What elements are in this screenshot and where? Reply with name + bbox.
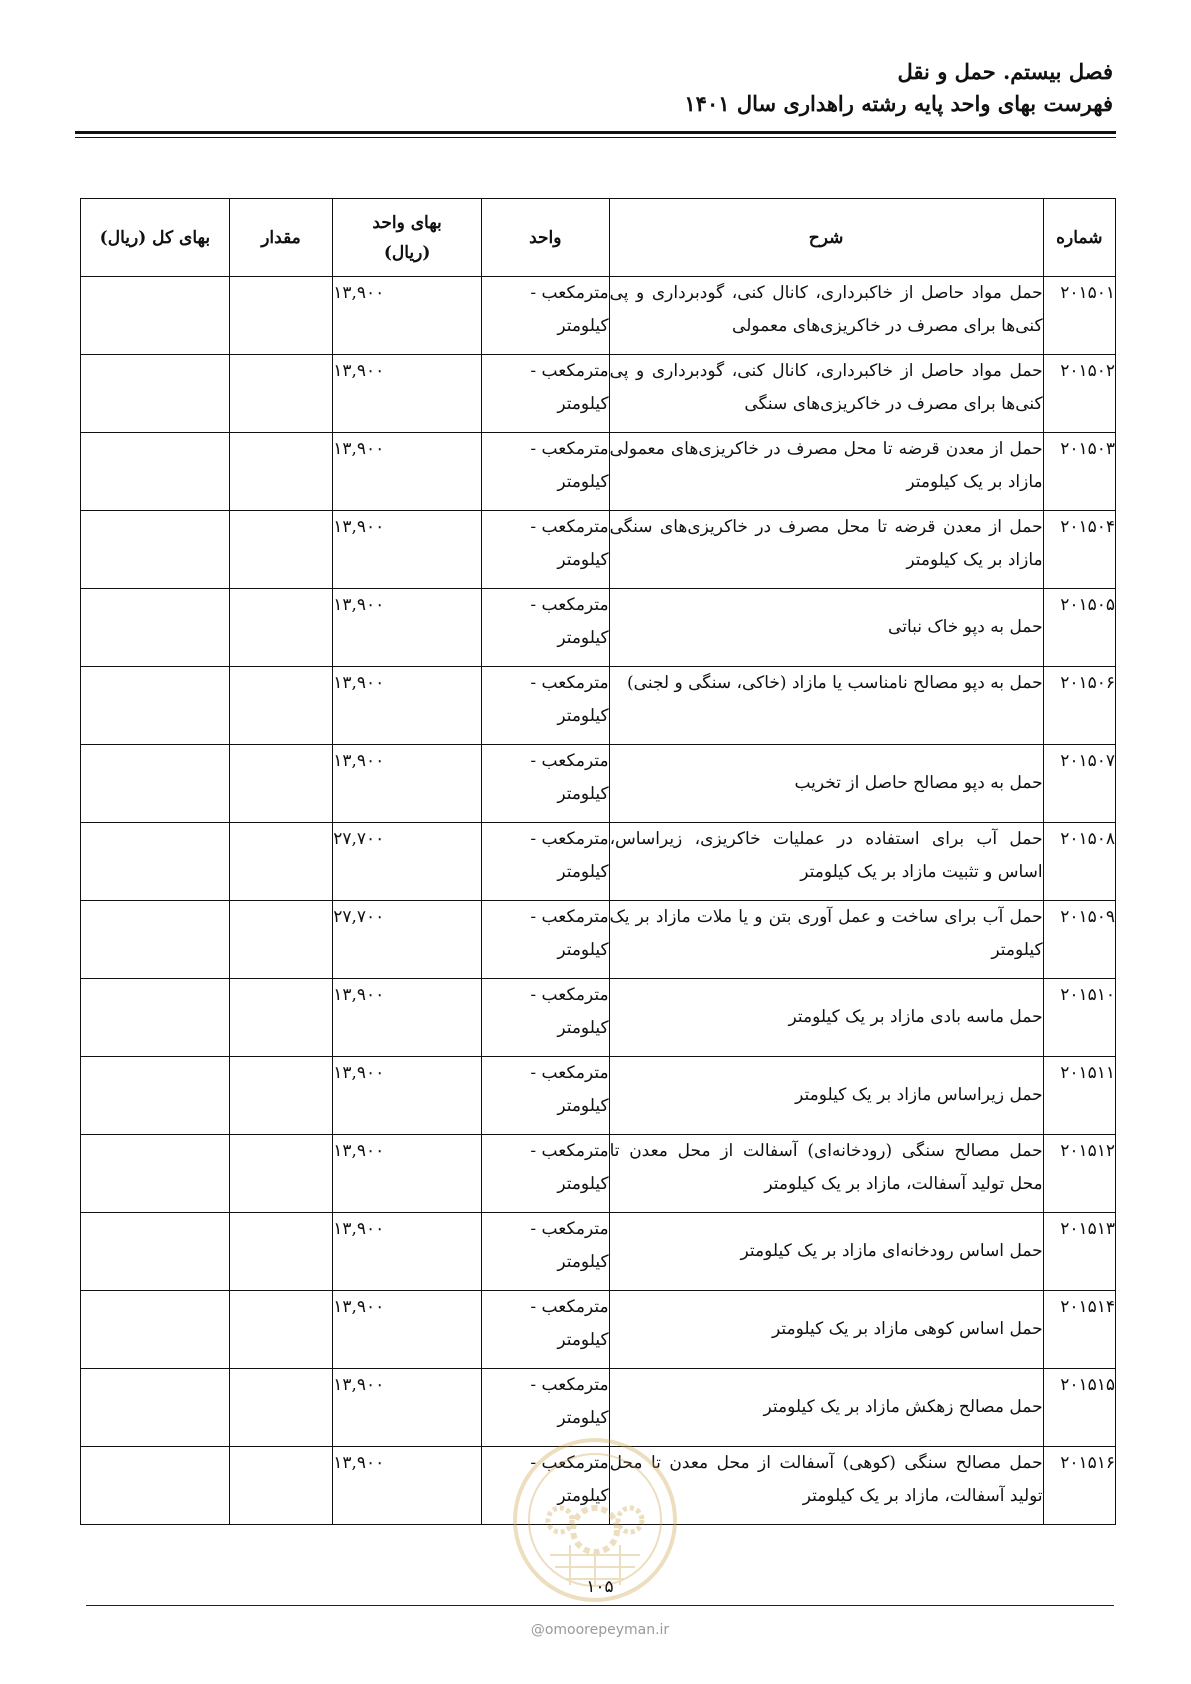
item-quantity [229, 667, 332, 745]
item-total-price [81, 589, 230, 667]
item-number: ۲۰۱۵۱۶ [1043, 1447, 1115, 1525]
item-unit-line1: مترمکعب - [530, 751, 609, 771]
item-unit-line2: کیلومتر [557, 550, 609, 570]
item-description: حمل مواد حاصل از خاکبرداری، کانال کنی، گودبرداری و پی کنی‌ها برای مصرف در خاکریزی‌های معمولی [609, 277, 1043, 355]
item-total-price [81, 901, 230, 979]
item-unit [481, 1213, 609, 1291]
table-row [81, 589, 1116, 667]
item-unit-price: ۱۳,۹۰۰ [333, 1135, 482, 1213]
item-total-price [81, 823, 230, 901]
item-unit-line1: مترمکعب - [530, 1375, 609, 1395]
item-unit-line1: مترمکعب - [530, 985, 609, 1005]
header-number: شماره [1043, 199, 1115, 277]
item-total-price [81, 1291, 230, 1369]
item-unit-line2: کیلومتر [557, 1408, 609, 1428]
item-unit-price: ۱۳,۹۰۰ [333, 511, 482, 589]
item-quantity [229, 1291, 332, 1369]
item-unit-line2: کیلومتر [557, 628, 609, 648]
table-row [81, 511, 1116, 589]
item-total-price [81, 667, 230, 745]
item-unit-price: ۱۳,۹۰۰ [333, 667, 482, 745]
item-unit-line2: کیلومتر [557, 394, 609, 414]
item-number: ۲۰۱۵۰۱ [1043, 277, 1115, 355]
table-row [81, 1213, 1116, 1291]
item-description: حمل زیراساس مازاد بر یک کیلومتر [609, 1057, 1043, 1135]
item-unit-line1: مترمکعب - [530, 1453, 609, 1473]
item-total-price [81, 433, 230, 511]
item-unit-line2: کیلومتر [557, 784, 609, 804]
item-unit [481, 745, 609, 823]
item-unit [481, 667, 609, 745]
item-number: ۲۰۱۵۰۲ [1043, 355, 1115, 433]
item-unit-line1: مترمکعب - [530, 361, 609, 381]
chapter-title: فصل بیستم. حمل و نقل [897, 59, 1113, 84]
item-number: ۲۰۱۵۱۵ [1043, 1369, 1115, 1447]
item-quantity [229, 1135, 332, 1213]
item-unit-price: ۱۳,۹۰۰ [333, 1291, 482, 1369]
item-unit-line1: مترمکعب - [530, 1063, 609, 1083]
item-quantity [229, 1369, 332, 1447]
item-description: حمل اساس کوهی مازاد بر یک کیلومتر [609, 1291, 1043, 1369]
item-quantity [229, 1057, 332, 1135]
item-unit-line2: کیلومتر [557, 1096, 609, 1116]
table-row [81, 355, 1116, 433]
item-unit [481, 277, 609, 355]
item-number: ۲۰۱۵۰۷ [1043, 745, 1115, 823]
item-description: حمل به دپو مصالح حاصل از تخریب [609, 745, 1043, 823]
item-unit-line1: مترمکعب - [530, 1141, 609, 1161]
item-description: حمل مصالح سنگی (رودخانه‌ای) آسفالت از محل معدن تا محل تولید آسفالت، مازاد بر یک کیلومتر [609, 1135, 1043, 1213]
item-unit-line1: مترمکعب - [530, 673, 609, 693]
item-unit [481, 1291, 609, 1369]
header-quantity: مقدار [229, 199, 332, 277]
item-unit-line2: کیلومتر [557, 1486, 609, 1506]
item-unit [481, 589, 609, 667]
item-quantity [229, 589, 332, 667]
item-number: ۲۰۱۵۰۵ [1043, 589, 1115, 667]
item-unit-line2: کیلومتر [557, 862, 609, 882]
item-unit-line1: مترمکعب - [530, 1219, 609, 1239]
header-unit-price-label: بهای واحد [372, 212, 442, 233]
item-number: ۲۰۱۵۱۴ [1043, 1291, 1115, 1369]
item-quantity [229, 979, 332, 1057]
item-description: حمل به دپو خاک نباتی [609, 589, 1043, 667]
item-unit-price: ۱۳,۹۰۰ [333, 355, 482, 433]
item-total-price [81, 979, 230, 1057]
item-unit-line1: مترمکعب - [530, 595, 609, 615]
table-row [81, 1057, 1116, 1135]
header-unit: واحد [481, 199, 609, 277]
item-description: حمل از معدن قرضه تا محل مصرف در خاکریزی‌های معمولی مازاد بر یک کیلومتر [609, 433, 1043, 511]
item-unit-line2: کیلومتر [557, 706, 609, 726]
item-unit-line1: مترمکعب - [530, 517, 609, 537]
item-total-price [81, 277, 230, 355]
item-unit [481, 511, 609, 589]
item-number: ۲۰۱۵۱۳ [1043, 1213, 1115, 1291]
item-description: حمل مواد حاصل از خاکبرداری، کانال کنی، گودبرداری و پی کنی‌ها برای مصرف در خاکریزی‌های سنگی [609, 355, 1043, 433]
item-description: حمل مصالح سنگی (کوهی) آسفالت از محل معدن تا محل تولید آسفالت، مازاد بر یک کیلومتر [609, 1447, 1043, 1525]
item-unit-price: ۱۳,۹۰۰ [333, 979, 482, 1057]
item-unit-price: ۱۳,۹۰۰ [333, 745, 482, 823]
item-total-price [81, 511, 230, 589]
page-header [63, 56, 1113, 120]
item-unit [481, 433, 609, 511]
table-row [81, 745, 1116, 823]
item-quantity [229, 433, 332, 511]
item-unit-line2: کیلومتر [557, 316, 609, 336]
item-total-price [81, 1369, 230, 1447]
header-unit-price [333, 199, 482, 277]
item-unit-price: ۱۳,۹۰۰ [333, 1447, 482, 1525]
item-unit-price: ۱۳,۹۰۰ [333, 589, 482, 667]
page-number: ۱۰۵ [586, 1577, 614, 1597]
item-unit-line2: کیلومتر [557, 472, 609, 492]
header-unit-price-currency: (ریال) [383, 242, 431, 263]
item-quantity [229, 511, 332, 589]
item-unit-price: ۱۳,۹۰۰ [333, 433, 482, 511]
footer-rule [86, 1605, 1114, 1606]
item-unit [481, 823, 609, 901]
item-unit-price: ۲۷,۷۰۰ [333, 823, 482, 901]
table-row [81, 277, 1116, 355]
item-unit-line2: کیلومتر [557, 1252, 609, 1272]
item-unit-price: ۱۳,۹۰۰ [333, 1369, 482, 1447]
item-number: ۲۰۱۵۱۰ [1043, 979, 1115, 1057]
item-quantity [229, 1447, 332, 1525]
item-description: حمل آب برای استفاده در عملیات خاکریزی، زیراساس، اساس و تثبیت مازاد بر یک کیلومتر [609, 823, 1043, 901]
header-total-price: بهای کل (ریال) [81, 199, 230, 277]
item-quantity [229, 1213, 332, 1291]
item-description: حمل به دپو مصالح نامناسب یا مازاد (خاکی، سنگی و لجنی) [609, 667, 1043, 745]
item-description: حمل مصالح زهکش مازاد بر یک کیلومتر [609, 1369, 1043, 1447]
table-row [81, 433, 1116, 511]
item-total-price [81, 1447, 230, 1525]
item-total-price [81, 1135, 230, 1213]
item-unit-line2: کیلومتر [557, 1174, 609, 1194]
table-row [81, 823, 1116, 901]
item-unit-line1: مترمکعب - [530, 829, 609, 849]
item-unit [481, 355, 609, 433]
table-row [81, 667, 1116, 745]
item-number: ۲۰۱۵۰۴ [1043, 511, 1115, 589]
item-number: ۲۰۱۵۱۱ [1043, 1057, 1115, 1135]
item-number: ۲۰۱۵۰۶ [1043, 667, 1115, 745]
item-number: ۲۰۱۵۰۸ [1043, 823, 1115, 901]
item-unit [481, 1057, 609, 1135]
document-subtitle: فهرست بهای واحد پایه رشته راهداری سال ۱۴۰۱ [684, 91, 1113, 116]
item-description: حمل آب برای ساخت و عمل آوری بتن و یا ملات مازاد بر یک کیلومتر [609, 901, 1043, 979]
item-unit-line2: کیلومتر [557, 940, 609, 960]
item-unit-line2: کیلومتر [557, 1330, 609, 1350]
item-unit-line2: کیلومتر [557, 1018, 609, 1038]
header-rule-thin [75, 137, 1116, 138]
item-unit-line1: مترمکعب - [530, 907, 609, 927]
item-total-price [81, 1213, 230, 1291]
item-unit [481, 1135, 609, 1213]
item-unit-line1: مترمکعب - [530, 283, 609, 303]
item-number: ۲۰۱۵۰۹ [1043, 901, 1115, 979]
table-row [81, 1291, 1116, 1369]
item-unit-price: ۱۳,۹۰۰ [333, 277, 482, 355]
item-quantity [229, 745, 332, 823]
item-unit-line1: مترمکعب - [530, 1297, 609, 1317]
item-quantity [229, 277, 332, 355]
table-header-row [81, 199, 1116, 277]
item-unit-price: ۱۳,۹۰۰ [333, 1057, 482, 1135]
item-total-price [81, 745, 230, 823]
item-unit-line1: مترمکعب - [530, 439, 609, 459]
item-unit [481, 901, 609, 979]
item-unit-price: ۲۷,۷۰۰ [333, 901, 482, 979]
item-unit-price: ۱۳,۹۰۰ [333, 1213, 482, 1291]
item-description: حمل اساس رودخانه‌ای مازاد بر یک کیلومتر [609, 1213, 1043, 1291]
item-total-price [81, 355, 230, 433]
item-number: ۲۰۱۵۰۳ [1043, 433, 1115, 511]
price-list-table [80, 198, 1116, 1525]
website-watermark: @omoorepeyman.ir [530, 1622, 670, 1638]
item-unit [481, 979, 609, 1057]
item-quantity [229, 901, 332, 979]
item-quantity [229, 823, 332, 901]
header-description: شرح [609, 199, 1043, 277]
header-rule-thick [75, 131, 1116, 134]
item-description: حمل از معدن قرضه تا محل مصرف در خاکریزی‌های سنگی مازاد بر یک کیلومتر [609, 511, 1043, 589]
item-quantity [229, 355, 332, 433]
item-total-price [81, 1057, 230, 1135]
table-row [81, 1135, 1116, 1213]
table-row [81, 901, 1116, 979]
item-number: ۲۰۱۵۱۲ [1043, 1135, 1115, 1213]
table-row [81, 979, 1116, 1057]
item-description: حمل ماسه بادی مازاد بر یک کیلومتر [609, 979, 1043, 1057]
